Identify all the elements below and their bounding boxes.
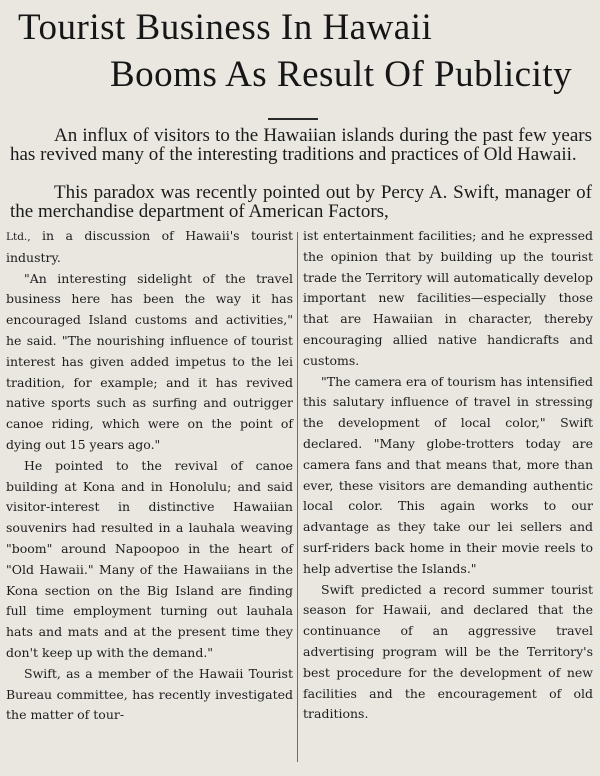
ltd-abbrev: Ltd., — [6, 231, 31, 243]
left-column — [6, 226, 293, 770]
left-paragraph-1 — [6, 226, 293, 269]
lead-paragraph-1: An influx of visitors to the Hawaiian islands during the past few years has revived many of the interesting traditions and practices of Old Hawaii. — [10, 125, 592, 165]
left-paragraph-1-text: in a discussion of Hawaii's tourist industry. — [6, 228, 293, 265]
headline-divider — [268, 118, 318, 120]
right-paragraph-2: "The camera era of tourism has intensified this salutary influence of travel in stressing the development of local color," Swift declared. "Many globe-trotters today are camera fans and that means that, more than ever, these visitors are demanding authentic local color. This again works to our advantage as they take our lei sellers and surf-riders back home in their movie reels to help advertise the Islands." — [303, 373, 593, 576]
headline-line-1: Tourist Business In Hawaii — [18, 7, 433, 48]
headline-line-2: Booms As Result Of Publicity — [110, 54, 573, 95]
left-paragraph-4: Swift, as a member of the Hawaii Tourist Bureau committee, has recently investigated the matter of tour- — [6, 665, 293, 723]
right-paragraph-3: Swift predicted a record summer tourist season for Hawaii, and declared that the continuance of an aggressive travel advertising program will be the Territory's best procedure for the development of new facilities and the encouragement of old traditions. — [303, 581, 593, 722]
column-divider — [297, 232, 298, 762]
left-paragraph-2: "An interesting sidelight of the travel business here has been the way it has encouraged Island customs and activities," he said. "The nourishing influence of tourist interest has given added impetus to the lei tradition, for example; and it has revived native sports such as surfing and outrigger canoe riding, which were on the point of dying out 15 years ago." — [6, 270, 293, 452]
lead-paragraph-2: This paradox was recently pointed out by Percy A. Swift, manager of the merchandise department of American Factors, — [10, 182, 592, 222]
right-column — [303, 226, 593, 770]
right-paragraph-1: ist entertainment facilities; and he expressed the opinion that by building up the tourist trade the Territory will automatically develop important new facilities—especially those that are Hawaiian in character, thereby encouraging allied native handicrafts and customs. — [303, 228, 593, 368]
left-paragraph-3: He pointed to the revival of canoe building at Kona and in Honolulu; and said visitor-interest in distinctive Hawaiian souvenirs had resulted in a lauhala weaving "boom" around Napoopoo in the heart of "Old Hawaii." Many of the Hawaiians in the Kona section on the Big Island are finding full time employment turning out lauhala hats and mats and at the present time they don't keep up with the demand." — [6, 457, 293, 660]
